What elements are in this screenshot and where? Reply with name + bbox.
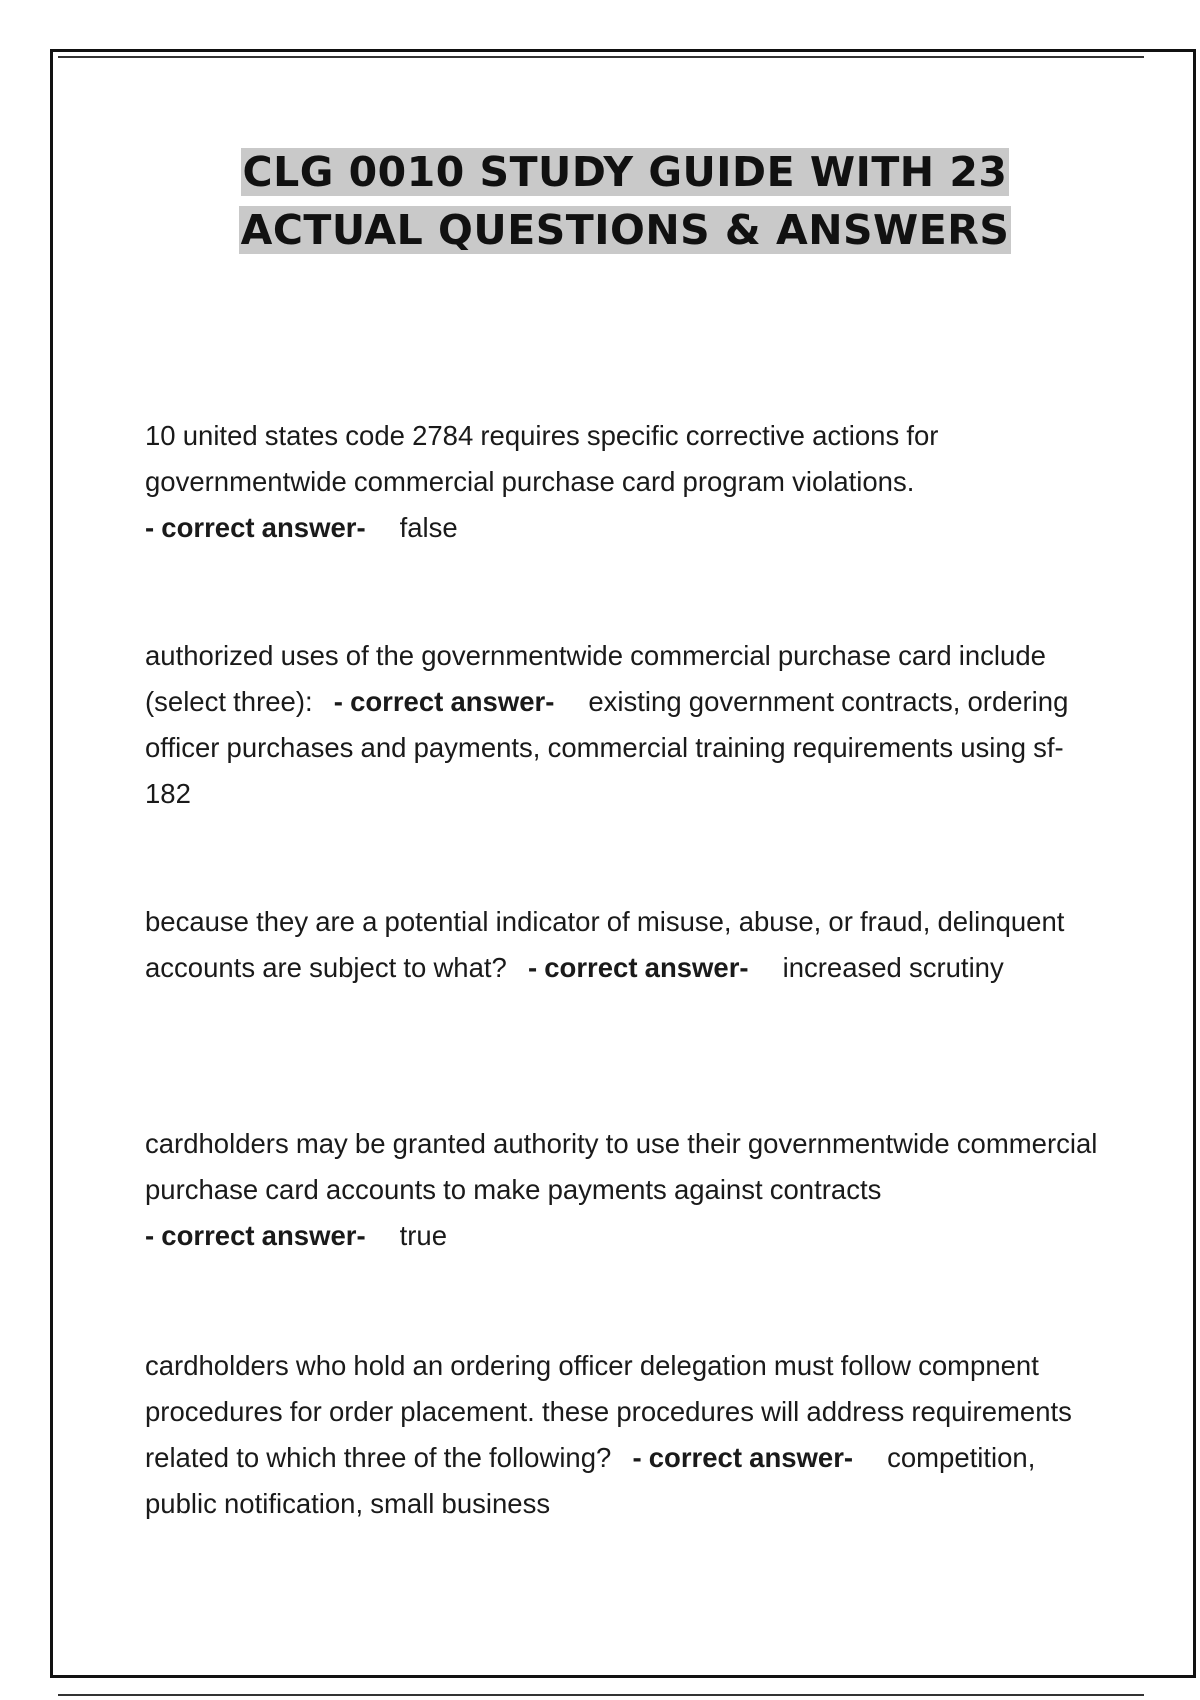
question-text: 10 united states code 2784 requires specific corrective actions for governmentwide commercial purchase card program violations. xyxy=(145,420,939,497)
document-title xyxy=(239,143,1012,259)
answer-text: existing government contracts, ordering officer purchases and payments, commercial training requirements using sf-182 xyxy=(145,686,1069,809)
qa-item xyxy=(145,899,1105,991)
question-text: authorized uses of the governmentwide commercial purchase card include (select three): xyxy=(145,640,1046,717)
top-rule-divider xyxy=(58,56,1144,58)
answer-text: competition, public notification, small business xyxy=(145,1442,1036,1519)
correct-answer-label: - correct answer- xyxy=(632,1442,854,1473)
qa-item xyxy=(145,633,1105,817)
question-text: cardholders who hold an ordering officer delegation must follow compnent procedures for order placement. these procedures will address requirements related to which three of the following? xyxy=(145,1350,1072,1473)
correct-answer-label: - correct answer- xyxy=(333,686,555,717)
question-text: because they are a potential indicator of misuse, abuse, or fraud, delinquent accounts are subject to what? xyxy=(145,906,1065,983)
title-block xyxy=(0,143,1200,259)
qa-item xyxy=(145,1343,1105,1527)
answer-text: false xyxy=(399,512,458,543)
correct-answer-label: - correct answer- xyxy=(527,952,749,983)
title-line-1: CLG 0010 STUDY GUIDE WITH 23 xyxy=(242,148,1008,196)
bottom-rule-divider xyxy=(58,1694,1144,1696)
answer-text: increased scrutiny xyxy=(782,952,1004,983)
qa-item xyxy=(145,413,1105,551)
correct-answer-label: - correct answer- xyxy=(145,512,366,543)
answer-text: true xyxy=(399,1220,448,1251)
correct-answer-label: - correct answer- xyxy=(145,1220,366,1251)
question-text: cardholders may be granted authority to use their governmentwide commercial purchase card accounts to make payments against contracts xyxy=(145,1128,1098,1205)
title-line-2: ACTUAL QUESTIONS & ANSWERS xyxy=(240,206,1010,254)
qa-item xyxy=(145,1121,1105,1259)
